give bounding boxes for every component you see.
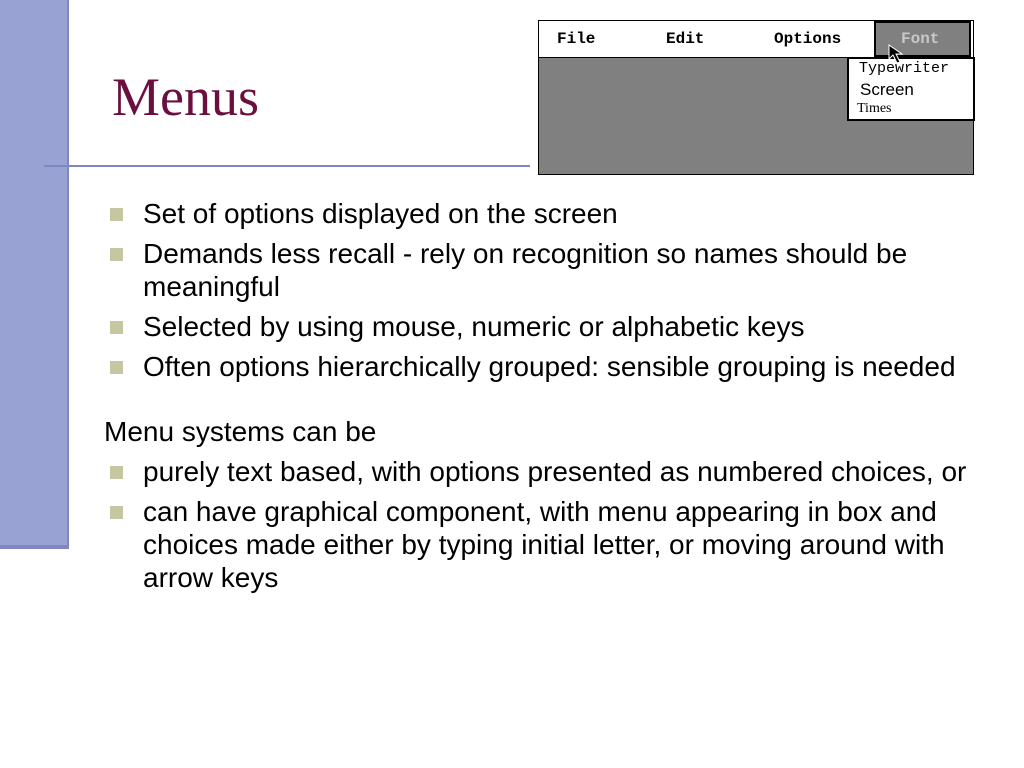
bullet-text: Selected by using mouse, numeric or alphabetic keys [143,311,805,342]
menu-illustration [538,20,974,175]
title-divider [44,165,530,167]
square-bullet-icon [110,466,123,479]
square-bullet-icon [110,248,123,261]
bullet-item [104,197,984,230]
menu-font-label: Font [901,30,940,48]
bullet-item [104,310,984,343]
dropdown-item-typewriter: Typewriter [859,60,950,77]
bullet-text: purely text based, with options presented as numbered choices, or [143,456,967,487]
square-bullet-icon [110,506,123,519]
slide-title: Menus [112,67,259,127]
menu-options: Options [774,30,842,48]
font-dropdown [847,57,975,121]
side-accent-line [67,0,69,549]
bullet-item [104,237,984,303]
bullet-item [104,350,984,383]
menu-file: File [557,30,596,48]
bullet-text: Set of options displayed on the screen [143,198,618,229]
side-accent-bar [0,0,67,545]
bullet-text: Demands less recall - rely on recognition so names should be meaningful [143,238,908,302]
bullet-item [104,455,984,488]
mouse-pointer-icon [887,43,909,65]
square-bullet-icon [110,321,123,334]
square-bullet-icon [110,361,123,374]
slide-body [104,197,984,601]
bullet-text: can have graphical component, with menu appearing in box and choices made either by typing initial letter, or moving around with arrow keys [143,496,945,593]
dropdown-item-screen: Screen [860,80,914,99]
section-intro: Menu systems can be [104,416,377,447]
bullet-item [104,495,984,594]
bullet-text: Often options hierarchically grouped: sensible grouping is needed [143,351,956,382]
side-accent-edge [0,545,69,549]
square-bullet-icon [110,208,123,221]
menu-edit: Edit [666,30,705,48]
dropdown-item-times: Times [857,101,892,116]
